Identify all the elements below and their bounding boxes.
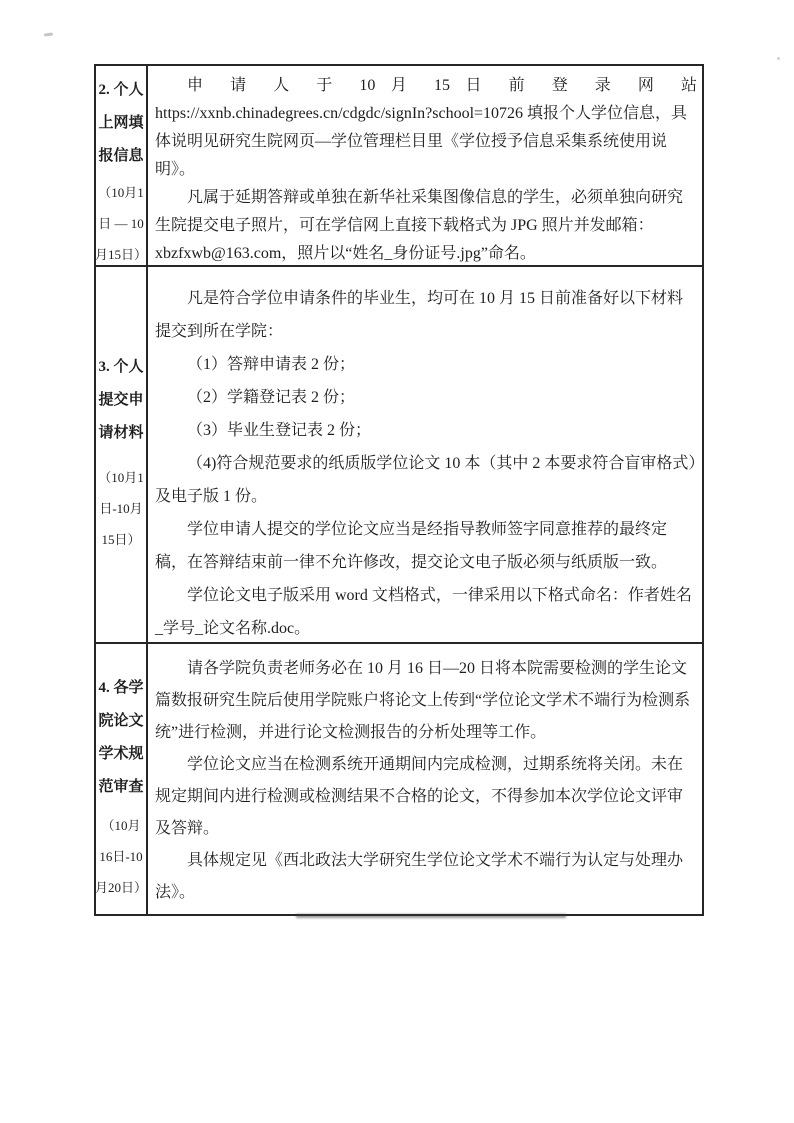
list-item-defense-application: （1）答辩申请表 2 份；	[187, 356, 356, 373]
row-label-title-line: 提交申	[98, 392, 144, 408]
row-content-cell-online-reporting	[148, 66, 702, 267]
list-item-thesis-copies: （4)符合规范要求的纸质版学位论文 10 本（其中 2 本要求符合盲审格式）及电子版 1 份。	[155, 455, 697, 505]
row-label-date-line: （10月1	[98, 470, 144, 485]
row-content-cell-submit-materials	[148, 267, 702, 644]
row-label-title-line: 范审查	[98, 779, 144, 795]
row-label-date-line: （10月	[101, 818, 141, 833]
row-label-title-line: 请材料	[98, 425, 144, 441]
scan-smudge	[296, 914, 566, 918]
row-label-date-line: 日 — 10	[98, 216, 144, 231]
row-label-title-line: 2. 个人	[98, 82, 144, 98]
row-label-date-block	[95, 177, 147, 270]
row-label-title-line: 院论文	[98, 713, 144, 729]
row-label-date-line: 15日）	[101, 532, 141, 547]
row-label-title-line: 学术规	[98, 746, 144, 762]
row-label-title-line: 上网填	[98, 115, 144, 131]
row-label-cell-submit-materials	[96, 267, 148, 644]
row-label-cell-online-reporting	[96, 66, 148, 267]
row-label-date-block	[98, 462, 144, 555]
row-label-date-block	[95, 810, 147, 903]
scan-smudge	[44, 32, 53, 36]
row-label-date-line: （10月1	[98, 185, 144, 200]
row-label-date-line: 日-10月	[99, 501, 143, 516]
paragraph-detection-deadline: 学位论文应当在检测系统开通期间内完成检测，过期系统将关闭。未在规定期间内进行检测或检测结果不合格的论文，不得参加本次学位论文评审及答辩。	[155, 756, 684, 837]
paragraph-url-instructions: https://xxnb.chinadegrees.cn/cdgdc/signIn?school=10726 填报个人学位信息，具体说明见研究生院网页—学位管理栏目里《学位授予信息采集系统使用说明》。	[155, 105, 688, 178]
row-content-cell-academic-review	[148, 644, 702, 914]
paragraph-final-draft-rule: 学位申请人提交的学位论文应当是经指导教师签字同意推荐的最终定稿，在答辩结束前一律不允许修改，提交论文电子版必须与纸质版一致。	[155, 521, 668, 571]
list-item-graduate-registration-form: （3）毕业生登记表 2 份；	[187, 422, 372, 439]
procedure-table	[94, 64, 704, 916]
row-label-title-line: 3. 个人	[98, 359, 144, 375]
paragraph-upload-detection: 请各学院负责老师务必在 10 月 16 日—20 日将本院需要检测的学生论文篇数报研究生院后使用学院账户将论文上传到“学位论文学术不端行为检测系统”进行检测，并进行论文检测报告的分析处理等工作。	[155, 660, 691, 741]
paragraph-file-naming-rule: 学位论文电子版采用 word 文档格式，一律采用以下格式命名：作者姓名_学号_论文名称.doc。	[155, 587, 692, 637]
row-label-cell-academic-review	[96, 644, 148, 914]
row-label-title-line: 4. 各学	[98, 680, 144, 696]
row-label-title-line: 报信息	[98, 148, 144, 164]
row-label-date-line: 月15日）	[95, 247, 148, 262]
paragraph-regulation-reference: 具体规定见《西北政法大学研究生学位论文学术不端行为认定与处理办法》。	[155, 852, 684, 901]
paragraph-materials-intro: 凡是符合学位申请条件的毕业生，均可在 10 月 15 日前准备好以下材料提交到所在学院：	[155, 290, 684, 340]
row-label-date-line: 16日-10	[99, 849, 143, 864]
row-label-date-line: 月20日）	[95, 880, 148, 895]
paragraph-photo-submission: 凡属于延期答辩或单独在新华社采集图像信息的学生，必须单独向研究生院提交电子照片，可在学信网上直接下载格式为 JPG 照片并发邮箱：xbzfxwb@163.com，照片以“姓名_身份证号.jpg”命名。	[155, 189, 684, 262]
paragraph-justified-lead: 申 请 人 于 10 月 15 日 前 登 录 网 站	[187, 77, 697, 94]
scan-smudge	[777, 57, 780, 60]
list-item-student-status-form: （2）学籍登记表 2 份；	[187, 389, 356, 406]
